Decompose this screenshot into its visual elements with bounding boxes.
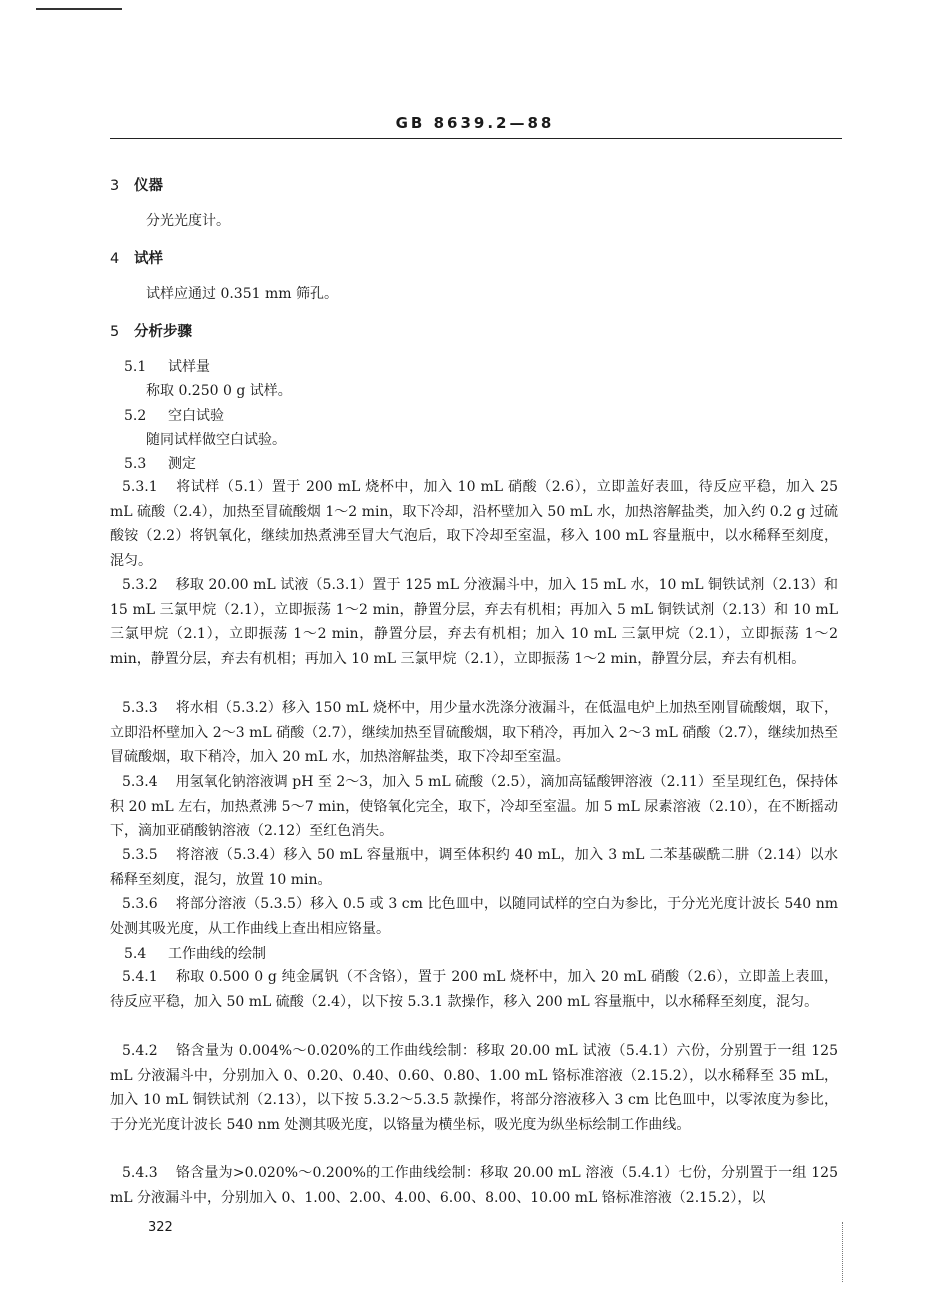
paragraph-5-3-6 xyxy=(110,892,838,941)
section-4-heading xyxy=(110,247,163,268)
section-3-title: 仪器 xyxy=(134,178,163,194)
subsection-5-2-title: 空白试验 xyxy=(168,408,224,424)
paragraph-5-3-3-number: 5.3.3 xyxy=(122,700,158,716)
paragraph-5-3-6-number: 5.3.6 xyxy=(122,896,158,912)
subsection-5-4-title: 工作曲线的绘制 xyxy=(168,946,266,962)
page-number: 322 xyxy=(148,1220,173,1235)
subsection-5-1-title: 试样量 xyxy=(168,359,210,375)
paragraph-5-3-2-number: 5.3.2 xyxy=(122,577,158,593)
paragraph-5-3-4-number: 5.3.4 xyxy=(122,774,158,790)
section-4-number: 4 xyxy=(110,251,120,267)
subsection-5-2-number: 5.2 xyxy=(124,408,147,424)
paragraph-5-3-1 xyxy=(110,475,838,573)
paragraph-5-3-5-number: 5.3.5 xyxy=(122,847,158,863)
section-5-title: 分析步骤 xyxy=(134,324,192,340)
paragraph-5-3-3-text: 将水相（5.3.2）移入 150 mL 烧杯中，用少量水洗涤分液漏斗，在低温电炉上加热至刚冒硫酸烟，取下，立即沿杯壁加入 2～3 mL 硝酸（2.7），继续加热至冒硫酸烟，取下稍冷，再加入 2～3 mL 硝酸（2.7），继续加热至冒硫酸烟，取下稍冷，加入 20 mL 水，加热溶解盐类，取下冷却至室温。 xyxy=(110,700,838,765)
scan-edge-dots xyxy=(842,1222,843,1282)
paragraph-5-3-4 xyxy=(110,770,838,844)
paragraph-5-3-5 xyxy=(110,843,838,892)
subsection-5-1-body: 称取 0.250 0 g 试样。 xyxy=(146,383,292,399)
section-4-body: 试样应通过 0.351 mm 筛孔。 xyxy=(146,286,338,302)
scan-mark xyxy=(36,8,122,10)
paragraph-5-4-2-number: 5.4.2 xyxy=(122,1043,158,1059)
paragraph-5-4-1-text: 称取 0.500 0 g 纯金属钒（不含铬），置于 200 mL 烧杯中，加入 20 mL 硝酸（2.6），立即盖上表皿，待反应平稳，加入 50 mL 硫酸（2.4），以下按 5.3.1 款操作，移入 200 mL 容量瓶中，以水稀释至刻度，混匀。 xyxy=(110,969,838,1010)
paragraph-5-4-3-text: 铬含量为>0.020%～0.200%的工作曲线绘制：移取 20.00 mL 溶液（5.4.1）七份，分别置于一组 125 mL 分液漏斗中，分别加入 0、1.00、2.00、4.00、6.00、8.00、10.00 mL 铬标准溶液（2.15.2），以 xyxy=(110,1165,838,1206)
subsection-5-1-heading xyxy=(124,356,210,376)
header-rule xyxy=(110,138,842,139)
paragraph-5-4-1 xyxy=(110,965,838,1014)
paragraph-5-3-6-text: 将部分溶液（5.3.5）移入 0.5 或 3 cm 比色皿中，以随同试样的空白为参比，于分光光度计波长 540 nm 处测其吸光度，从工作曲线上查出相应铬量。 xyxy=(110,896,838,937)
section-3-heading xyxy=(110,174,163,195)
paragraph-5-3-1-number: 5.3.1 xyxy=(122,479,158,495)
paragraph-5-3-4-text: 用氢氧化钠溶液调 pH 至 2～3，加入 5 mL 硫酸（2.5），滴加高锰酸钾溶液（2.11）至呈现红色，保持体积 20 mL 左右，加热煮沸 5～7 min，使铬氧化完全，取下，冷却至室温。加 5 mL 尿素溶液（2.10），在不断摇动下，滴加亚硝酸钠溶液（2.12）至红色消失。 xyxy=(110,774,838,839)
subsection-5-2-heading xyxy=(124,405,224,425)
subsection-5-1-number: 5.1 xyxy=(124,359,147,375)
section-3-body: 分光光度计。 xyxy=(146,213,230,229)
paragraph-5-3-5-text: 将溶液（5.3.4）移入 50 mL 容量瓶中，调至体积约 40 mL，加入 3 mL 二苯基碳酰二肼（2.14）以水稀释至刻度，混匀，放置 10 min。 xyxy=(110,847,838,888)
subsection-5-3-title: 测定 xyxy=(168,456,196,472)
section-3-number: 3 xyxy=(110,178,120,194)
paragraph-5-4-2 xyxy=(110,1039,838,1137)
subsection-5-3-heading xyxy=(124,453,196,473)
subsection-5-2-body: 随同试样做空白试验。 xyxy=(146,432,286,448)
section-5-number: 5 xyxy=(110,324,120,340)
paragraph-5-4-3 xyxy=(110,1161,838,1210)
section-4-title: 试样 xyxy=(134,251,163,267)
subsection-5-3-number: 5.3 xyxy=(124,456,147,472)
subsection-5-4-number: 5.4 xyxy=(124,946,147,962)
paragraph-5-3-2-text: 移取 20.00 mL 试液（5.3.1）置于 125 mL 分液漏斗中，加入 15 mL 水，10 mL 铜铁试剂（2.13）和 15 mL 三氯甲烷（2.1），立即振荡 1～2 min，静置分层，弃去有机相；再加入 5 mL 铜铁试剂（2.13）和 10 mL 三氯甲烷（2.1），立即振荡 1～2 min，静置分层，弃去有机相；加入 10 mL 三氯甲烷（2.1），立即振荡 1～2 min，静置分层，弃去有机相；再加入 10 mL 三氯甲烷（2.1），立即振荡 1～2 min，静置分层，弃去有机相。 xyxy=(110,577,838,667)
paragraph-5-4-3-number: 5.4.3 xyxy=(122,1165,158,1181)
paragraph-5-3-1-text: 将试样（5.1）置于 200 mL 烧杯中，加入 10 mL 硝酸（2.6），立即盖好表皿，待反应平稳，加入 25 mL 硫酸（2.4），加热至冒硫酸烟 1～2 min，取下冷却，沿杯壁加入 50 mL 水，加热溶解盐类，加入约 0.2 g 过硫酸铵（2.2）将钒氧化，继续加热煮沸至冒大气泡后，取下冷却至室温，移入 100 mL 容量瓶中，以水稀释至刻度，混匀。 xyxy=(110,479,838,569)
section-5-heading xyxy=(110,320,192,341)
page-header: GB 8639.2—88 xyxy=(395,114,555,132)
paragraph-5-3-3 xyxy=(110,696,838,770)
subsection-5-4-heading xyxy=(124,943,266,963)
paragraph-5-4-2-text: 铬含量为 0.004%～0.020%的工作曲线绘制：移取 20.00 mL 试液（5.4.1）六份，分别置于一组 125 mL 分液漏斗中，分别加入 0、0.20、0.40、0.60、0.80、1.00 mL 铬标准溶液（2.15.2），以水稀释至 35 mL，加入 10 mL 铜铁试剂（2.13），以下按 5.3.2～5.3.5 款操作，将部分溶液移入 3 cm 比色皿中，以零浓度为参比，于分光光度计波长 540 nm 处测其吸光度，以铬量为横坐标，吸光度为纵坐标绘制工作曲线。 xyxy=(110,1043,838,1133)
paragraph-5-3-2 xyxy=(110,573,838,671)
paragraph-5-4-1-number: 5.4.1 xyxy=(122,969,158,985)
